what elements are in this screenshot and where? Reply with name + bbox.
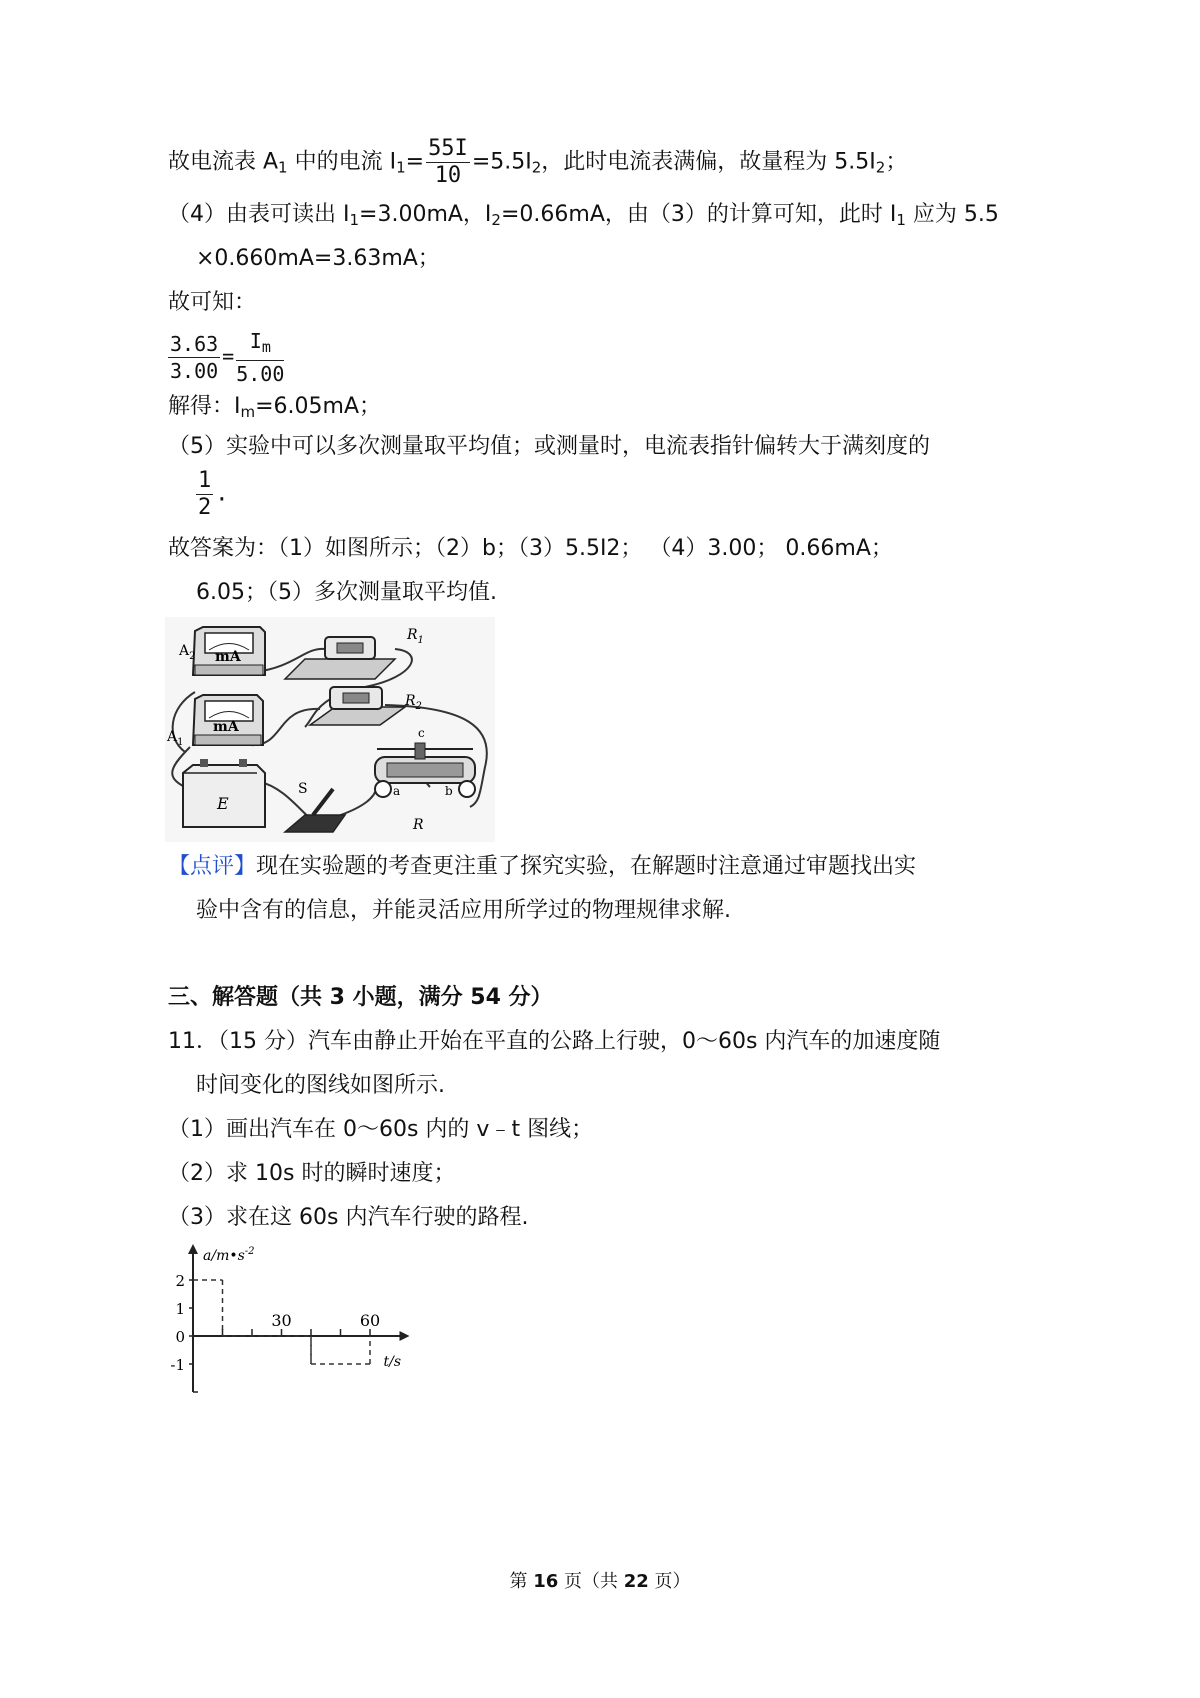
circuit-diagram	[165, 617, 495, 842]
fraction-numerator: 1	[198, 468, 212, 493]
fraction-55i-10	[426, 136, 470, 189]
text-seg: ，此时电流表满偏，故量程为 5.5I	[541, 149, 876, 175]
page-total: 22	[623, 1571, 649, 1592]
line-3: ×0.660mA=3.63mA；	[196, 246, 440, 271]
q11-part-2: （2）求 10s 时的瞬时速度；	[168, 1161, 456, 1186]
text-seg: 现在实验题的考查更注重了探究实验，在解题时注意通过审题找出实	[256, 854, 917, 879]
x-tick-label: 60	[359, 1311, 381, 1330]
text-seg: .	[215, 481, 229, 507]
text-seg: （4）由表可读出 I	[168, 202, 350, 227]
meter-unit-label: mA	[213, 719, 239, 735]
equals-sign: =	[222, 344, 235, 368]
label-s: S	[298, 781, 308, 797]
text-seg: 故电流表 A	[168, 149, 279, 175]
text-seg: =	[405, 149, 425, 175]
label-b: b	[445, 784, 453, 798]
page-number: 16	[533, 1571, 559, 1592]
x-axis-arrow	[400, 1331, 410, 1341]
text-seg: ；	[885, 149, 908, 175]
line-7: （5）实验中可以多次测量取平均值；或测量时，电流表指针偏转大于满刻度的	[168, 434, 930, 459]
section-title: 三、解答题（共 3 小题，满分 54 分）	[168, 985, 553, 1010]
q11-part-3: （3）求在这 60s 内汽车行驶的路程.	[168, 1205, 529, 1230]
text-seg: 第	[509, 1571, 534, 1592]
label-r1: $R_1$	[407, 627, 424, 646]
meter-unit-label: mA	[215, 649, 241, 665]
subscript: 1	[349, 211, 360, 229]
label-a1: $A_1$	[167, 729, 184, 748]
y-tick-label: -1	[170, 1356, 185, 1374]
q11-part-1: （1）画出汽车在 0～60s 内的 v﹣t 图线；	[168, 1117, 594, 1142]
y-tick-label: 0	[175, 1328, 185, 1346]
ratio-left-fraction	[168, 331, 220, 384]
page-footer	[0, 1567, 1200, 1593]
text-seg: 中的电流 I	[287, 149, 397, 175]
label-r2: $R_2$	[405, 693, 422, 712]
q11-line-1: 11．（15 分）汽车由静止开始在平直的公路上行驶，0～60s 内汽车的加速度随	[168, 1029, 941, 1054]
label-c: c	[418, 726, 425, 740]
subscript: 1	[278, 158, 288, 177]
line-8	[194, 468, 229, 521]
y-tick-label: 2	[175, 1272, 185, 1290]
label-r: R	[413, 817, 424, 833]
subscript: m	[261, 338, 271, 356]
line-2	[168, 200, 999, 235]
fraction-half	[196, 468, 213, 521]
fraction-denominator: 3.00	[170, 359, 219, 383]
battery-e	[183, 759, 265, 827]
y-tick-label: 1	[175, 1300, 185, 1318]
subscript: 1	[396, 158, 406, 177]
line-10: 6.05；（5）多次测量取平均值.	[196, 580, 497, 605]
fraction-denominator: 10	[434, 163, 462, 188]
text-seg: 页（共	[558, 1571, 624, 1592]
subscript: m	[240, 403, 256, 421]
line-1	[168, 136, 907, 189]
review-line-2: 验中含有的信息，并能灵活应用所学过的物理规律求解.	[196, 898, 731, 923]
y-axis-label: $a/m•s^{-2}$	[203, 1246, 255, 1264]
q11-line-2: 时间变化的图线如图所示.	[196, 1073, 445, 1098]
line-6	[168, 392, 381, 427]
text-seg: 解得：I	[168, 394, 241, 419]
current-symbol: I	[249, 329, 262, 353]
label-a2: $A_2$	[179, 643, 196, 662]
x-tick-label: 30	[271, 1311, 292, 1330]
subscript: 2	[491, 211, 501, 229]
text-seg: =0.66mA，由（3）的计算可知，此时 I	[500, 202, 897, 227]
text-seg: =6.05mA；	[255, 394, 382, 419]
text-seg: 页）	[648, 1571, 691, 1592]
y-axis-arrow	[188, 1244, 198, 1254]
label-a: a	[393, 784, 401, 798]
review-line-1	[168, 852, 916, 882]
subscript: 2	[875, 158, 886, 177]
ratio-equation	[166, 328, 286, 387]
label-e: E	[217, 794, 229, 813]
fraction-denominator: 5.00	[236, 362, 285, 386]
fraction-numerator: 55I	[428, 136, 468, 161]
line-9: 故答案为：（1）如图所示；（2）b；（3）5.5I2； （4）3.00； 0.66mA；	[168, 536, 893, 561]
text-seg: =3.00mA，I	[359, 202, 492, 227]
line-4: 故可知：	[168, 290, 257, 315]
text-seg: =5.5I	[471, 149, 532, 175]
subscript: 2	[531, 158, 542, 177]
review-tag: 【点评】	[168, 854, 257, 879]
fraction-denominator: 2	[198, 495, 212, 520]
fraction-numerator	[236, 328, 284, 361]
text-seg: 应为 5.5	[905, 202, 999, 227]
subscript: 1	[896, 211, 906, 229]
x-axis-label: t/s	[383, 1354, 402, 1370]
ratio-right-fraction	[236, 328, 284, 387]
acceleration-time-chart	[165, 1240, 445, 1410]
fraction-numerator: 3.63	[170, 332, 219, 356]
